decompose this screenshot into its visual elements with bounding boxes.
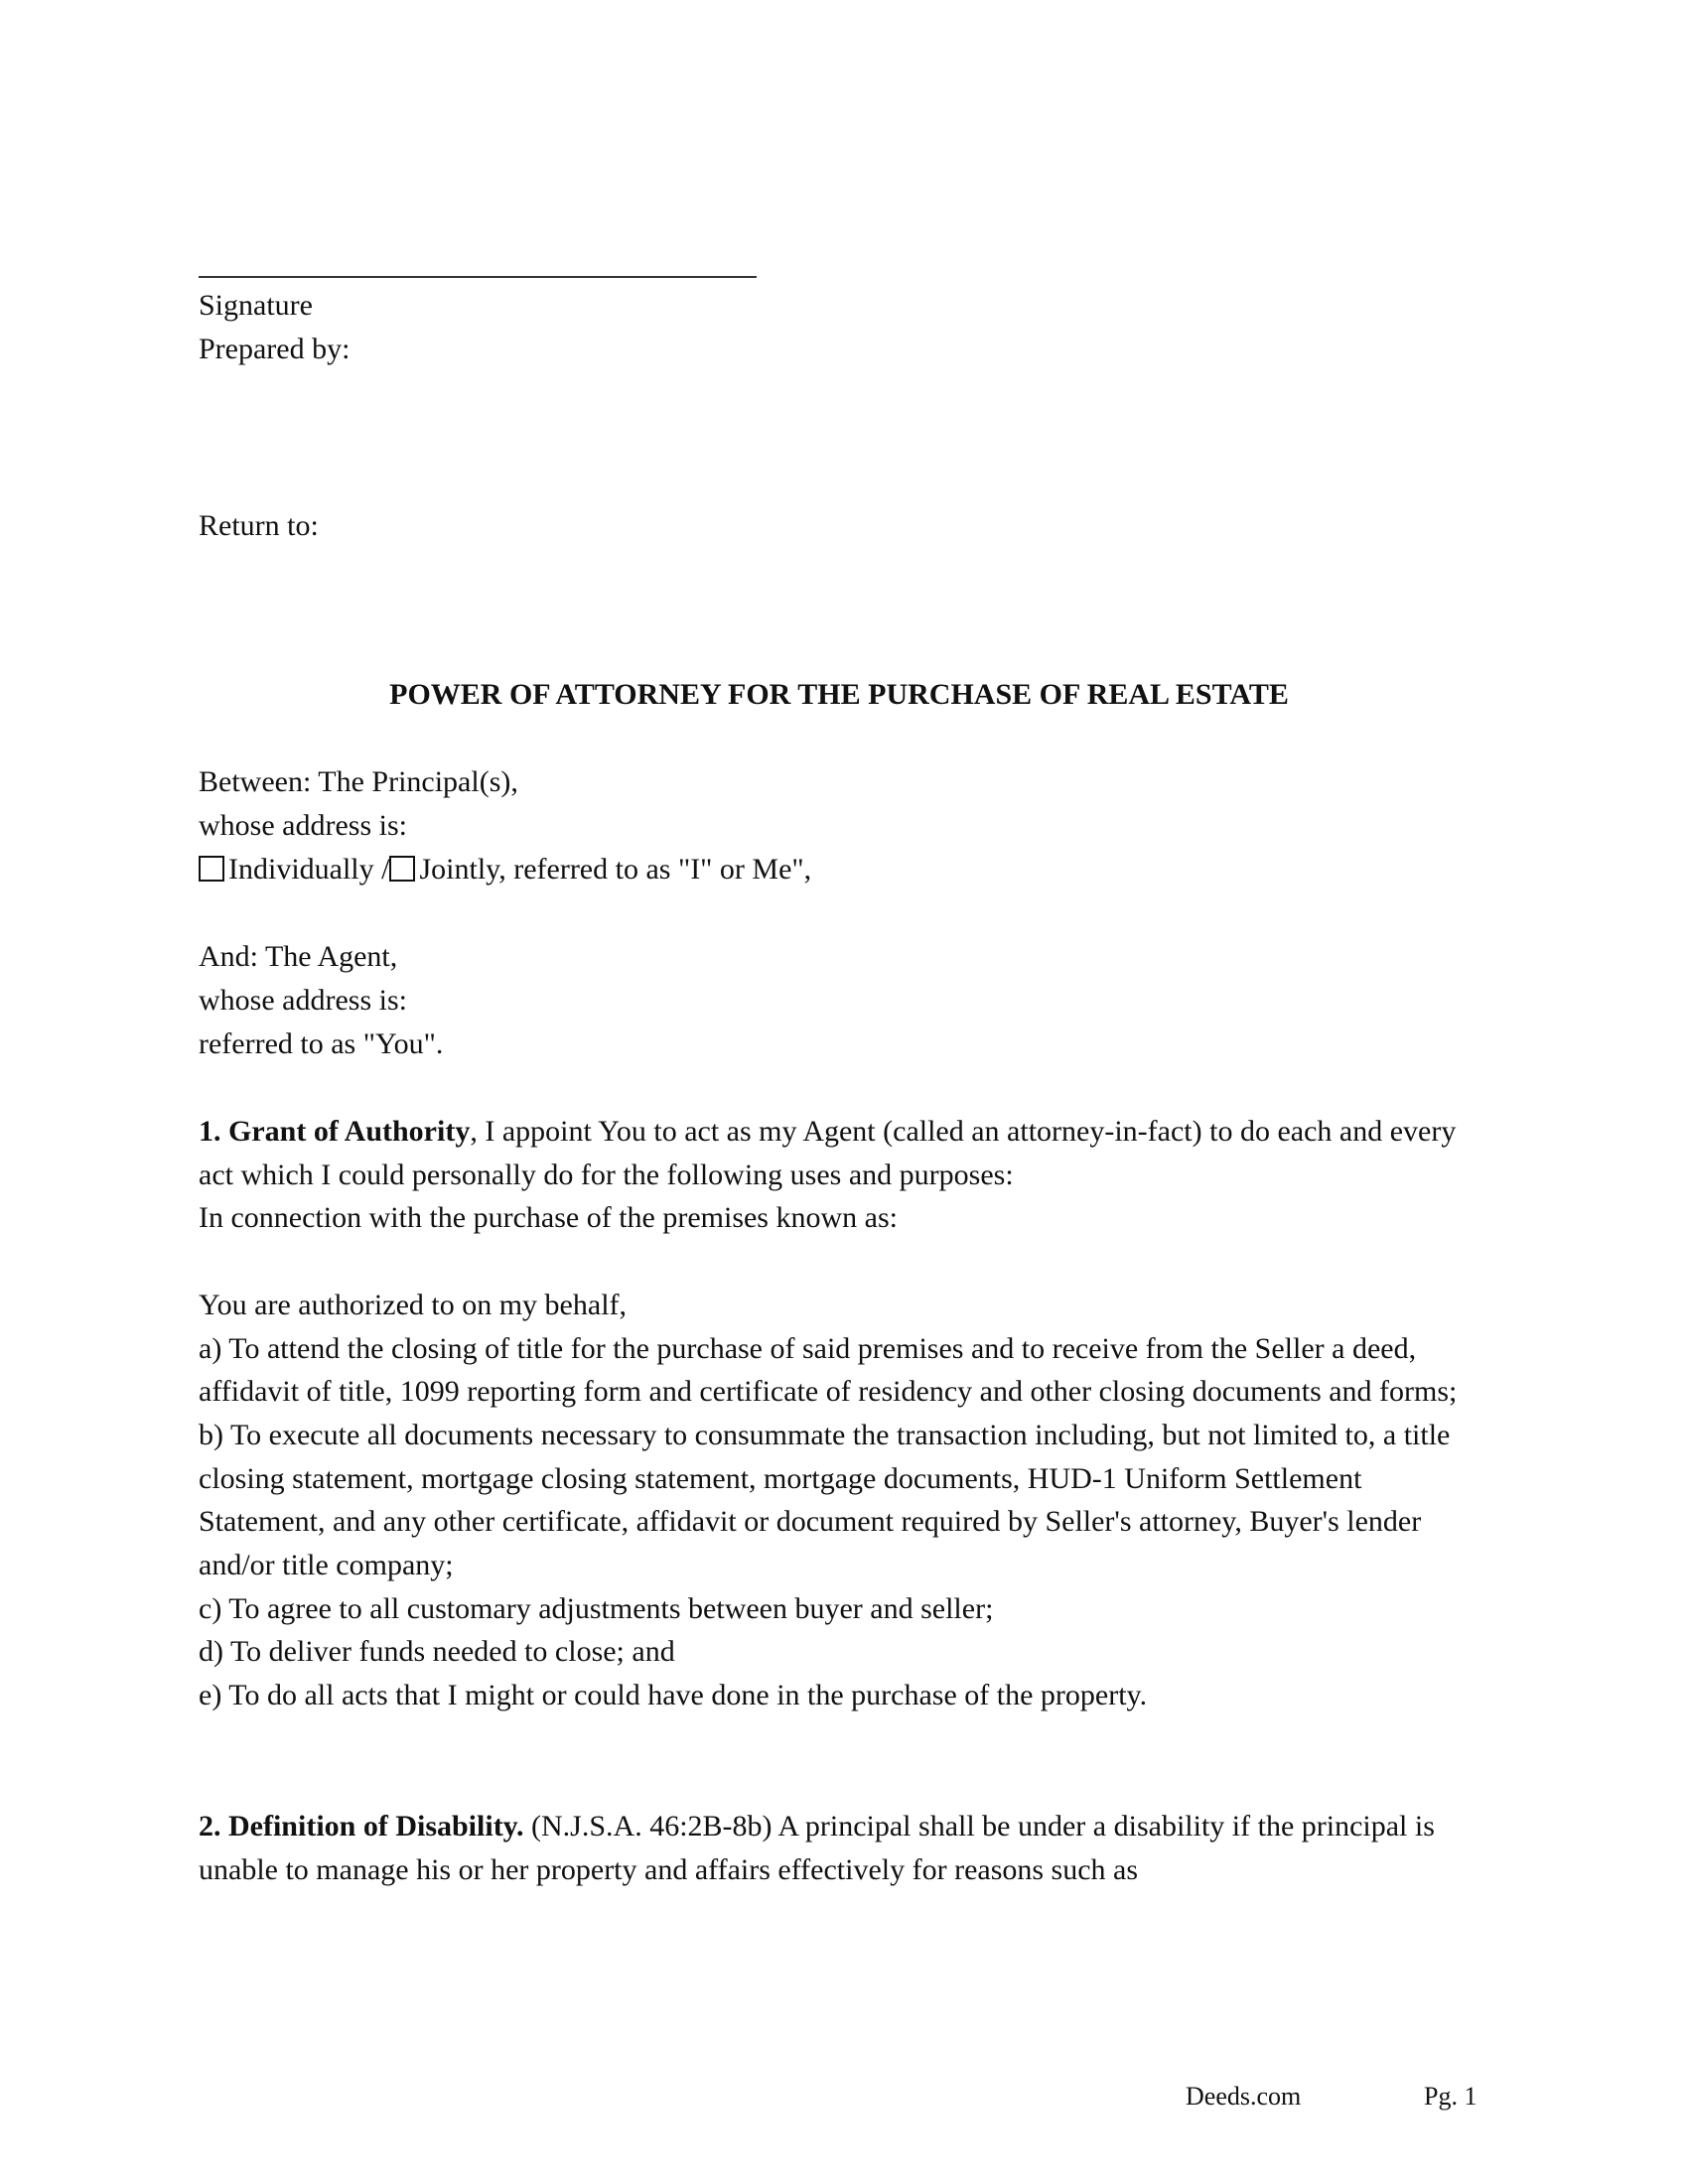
section2-heading: 2. Definition of Disability.: [199, 1810, 524, 1843]
section1-item-d: d) To deliver funds needed to close; and: [199, 1635, 675, 1669]
section1-item-b: b) To execute all documents necessary to consummate the transaction including, but not limited to, a title closing statement, mortgage closing statement, mortgage documents, HUD-1 Uniform Settlement Statement, and any other certificate, affidavit or document required by Seller's attorney, Buyer's lender and/or title company;: [199, 1418, 1451, 1582]
principal-line: Between: The Principal(s),: [199, 765, 518, 798]
return-to-label: Return to:: [199, 509, 319, 542]
footer-site: Deeds.com: [1186, 2082, 1302, 2111]
principal-address: whose address is:: [199, 809, 407, 842]
document-title: POWER OF ATTORNEY FOR THE PURCHASE OF REAL ESTATE: [389, 678, 1289, 711]
section1-item-e: e) To do all acts that I might or could have done in the purchase of the property.: [199, 1679, 1148, 1712]
section2-text: (N.J.S.A. 46:2B-8b) A principal shall be under a disability if the principal is unable to manage his or her property and affairs effectively for reasons such as: [199, 1810, 1435, 1886]
agent-address: whose address is:: [199, 984, 407, 1017]
section1-item-a: a) To attend the closing of title for the purchase of said premises and to receive from the Seller a deed, affidavit of title, 1099 reporting form and certificate of residency and other closing documents and forms;: [199, 1331, 1458, 1409]
section-definition-of-disability: [199, 1805, 1489, 1891]
section1-connection: In connection with the purchase of the premises known as:: [199, 1201, 898, 1235]
agent-referred: referred to as "You".: [199, 1027, 444, 1060]
section1-authorized: You are authorized to on my behalf,: [199, 1288, 628, 1321]
prepared-by-label: Prepared by:: [199, 333, 351, 365]
section1-item-c: c) To agree to all customary adjustments between buyer and seller;: [199, 1591, 994, 1625]
footer-page-number: Pg. 1: [1424, 2082, 1477, 2111]
agent-line: And: The Agent,: [199, 940, 398, 973]
section1-text: , I appoint You to act as my Agent (called an attorney-in-fact) to do each and every act which I could personally do for the following uses and purposes:: [199, 1115, 1457, 1191]
section-grant-of-authority: [199, 1110, 1489, 1717]
signature-line: [199, 276, 757, 278]
section1-spacer: [199, 1240, 1489, 1284]
jointly-label: Jointly, referred to as "I" or Me",: [419, 853, 812, 886]
section2-body: [199, 1805, 1489, 1891]
principal-capacity-row: [199, 848, 811, 891]
section1-heading: 1. Grant of Authority: [199, 1115, 471, 1148]
individually-checkbox[interactable]: [199, 856, 224, 882]
jointly-checkbox[interactable]: [389, 856, 415, 882]
individually-label: Individually /: [228, 853, 390, 886]
signature-label: Signature: [199, 289, 313, 322]
section1-intro: [199, 1110, 1489, 1196]
